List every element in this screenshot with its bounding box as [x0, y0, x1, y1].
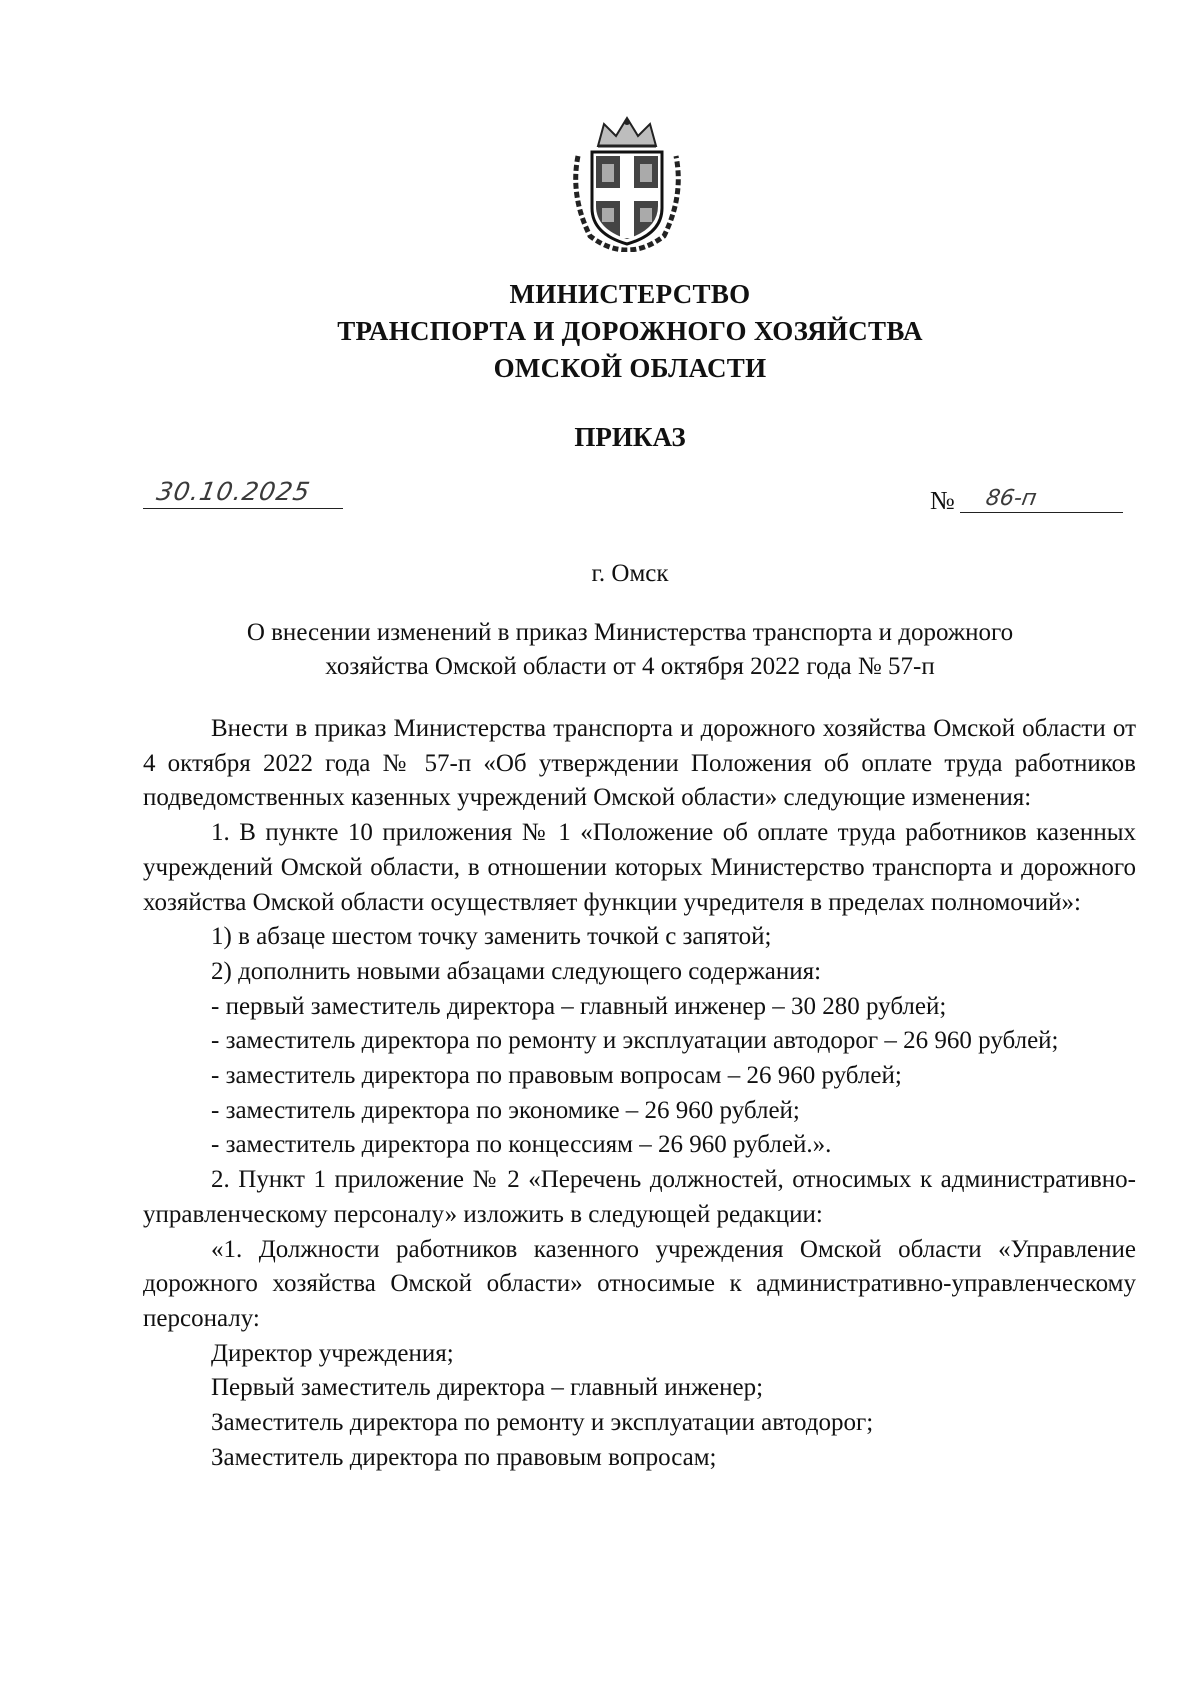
document-type: ПРИКАЗ	[574, 422, 686, 452]
item-1-subitem-2: 2) дополнить новыми абзацами следующего содержания:	[211, 957, 822, 985]
item-1-paragraph: 1. В пункте 10 приложения № 1 «Положение об оплате труда работников казенных учреждений Омской области, в отношении которых Министерство транспорта и дорожного хозяйства Омской области осуществляет функции учредителя в пределах полномочий»:	[143, 819, 1136, 916]
quoted-item-paragraph: «1. Должности работников казенного учреждения Омской области «Управление дорожного хозяйства Омской области» относимые к административно-управленческому персоналу:	[143, 1235, 1136, 1332]
intro-paragraph: Внести в приказ Министерства транспорта и дорожного хозяйства Омской области от 4 октября 2022 года № 57-п «Об утверждении Положения об оплате труда работников подведомственных казенных учреждений Омской области» следующие изменения:	[143, 715, 1136, 812]
dash-item-legal-deputy: - заместитель директора по правовым вопросам – 26 960 рублей;	[211, 1062, 902, 1090]
dash-item-concessions-deputy: - заместитель директора по концессиям – 26 960 рублей.».	[211, 1131, 832, 1159]
handwritten-date: 30.10.2025	[154, 477, 313, 506]
position-legal-deputy: Заместитель директора по правовым вопросам;	[211, 1443, 717, 1471]
item-2-paragraph: 2. Пункт 1 приложение № 2 «Перечень должностей, относимых к административно-управленческому персоналу» изложить в следующей редакции:	[143, 1166, 1136, 1228]
number-field	[960, 480, 1123, 513]
subject-line2: хозяйства Омской области от 4 октября 2022 года № 57-п	[325, 653, 935, 680]
coat-of-arms-icon	[568, 116, 686, 252]
date-field	[143, 474, 343, 509]
position-repair-deputy: Заместитель директора по ремонту и эксплуатации автодорог;	[211, 1409, 874, 1437]
subject-line1: О внесении изменений в приказ Министерства транспорта и дорожного	[246, 619, 1014, 646]
document-subject	[190, 616, 1070, 684]
ministry-title	[300, 276, 960, 387]
dash-item-repair-deputy: - заместитель директора по ремонту и эксплуатации автодорог – 26 960 рублей;	[211, 1027, 1059, 1055]
dash-item-first-deputy: - первый заместитель директора – главный инженер – 30 280 рублей;	[211, 992, 947, 1020]
handwritten-number: 86-п	[983, 486, 1039, 511]
document-body	[143, 712, 1136, 1475]
dash-item-economics-deputy: - заместитель директора по экономике – 26 960 рублей;	[211, 1096, 800, 1124]
number-label: №	[930, 486, 955, 515]
position-first-deputy: Первый заместитель директора – главный инженер;	[211, 1374, 764, 1402]
ministry-title-line1: МИНИСТЕРСТВО	[509, 279, 751, 309]
item-1-subitem-1: 1) в абзаце шестом точку заменить точкой с запятой;	[211, 923, 772, 951]
ministry-title-line2: ТРАНСПОРТА И ДОРОЖНОГО ХОЗЯЙСТВА	[337, 316, 923, 346]
ministry-title-line3: ОМСКОЙ ОБЛАСТИ	[493, 353, 767, 383]
city-line: г. Омск	[591, 560, 669, 587]
position-director: Директор учреждения;	[211, 1339, 454, 1367]
